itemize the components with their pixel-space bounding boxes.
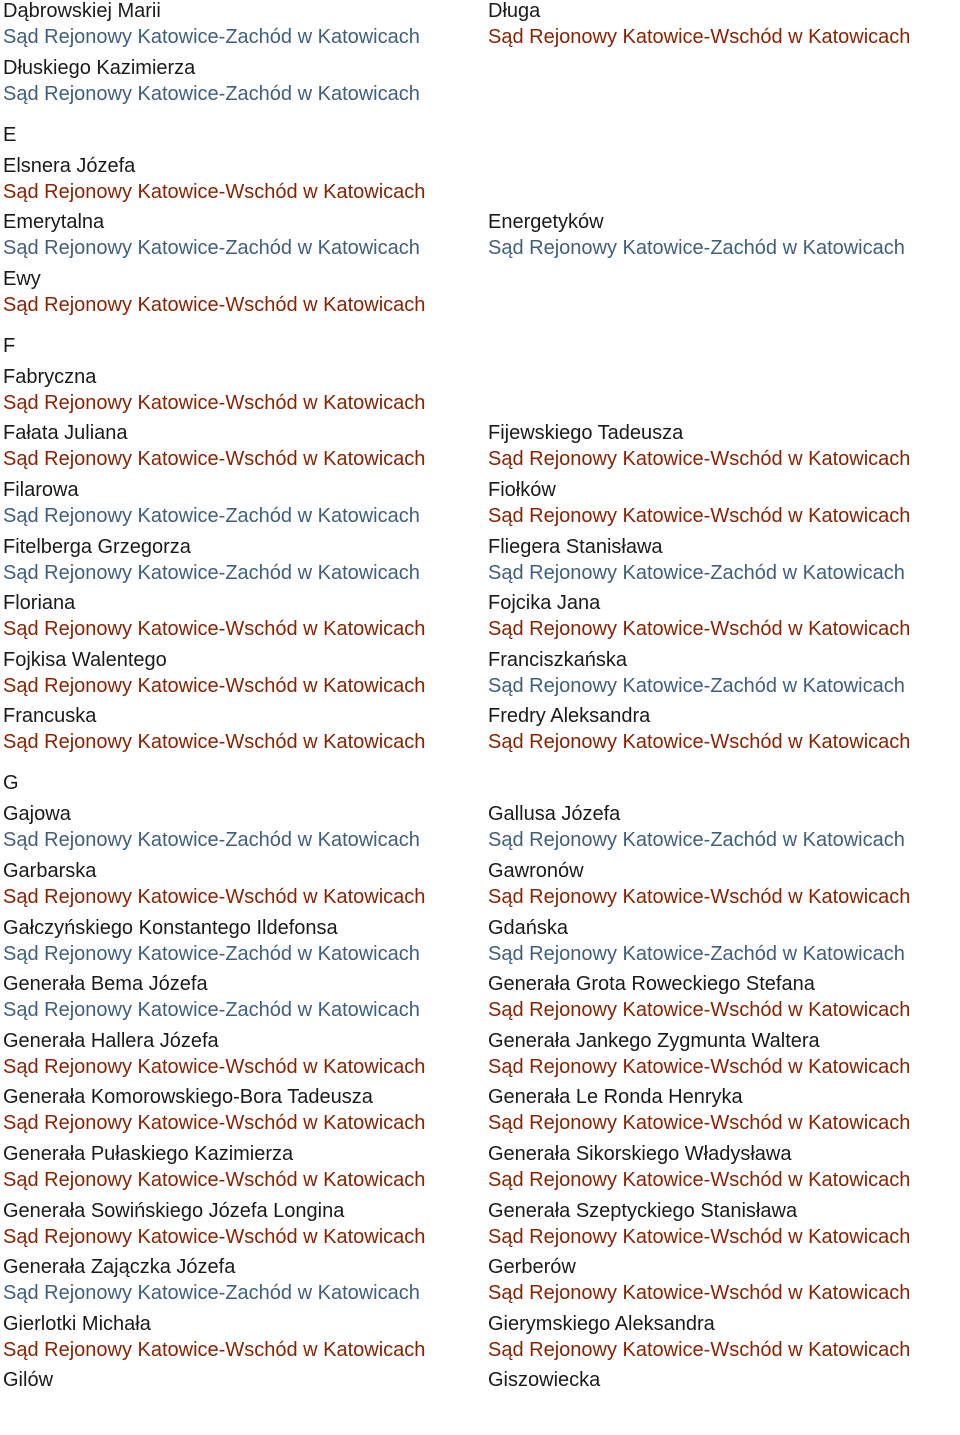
street-name: Elsnera Józefa bbox=[3, 154, 136, 177]
court-zachod: Sąd Rejonowy Katowice-Zachód w Katowicach bbox=[488, 942, 905, 965]
directory-entry bbox=[488, 0, 960, 50]
street-name: Gawronów bbox=[488, 860, 584, 882]
street-name: Generała Komorowskiego-Bora Tadeusza bbox=[3, 1086, 373, 1109]
street-name: Fitelberga Grzegorza bbox=[3, 535, 191, 558]
court-wschod: Sąd Rejonowy Katowice-Wschód w Katowicach bbox=[488, 1225, 911, 1248]
directory-entry bbox=[3, 366, 481, 416]
court-wschod: Sąd Rejonowy Katowice-Wschód w Katowicach bbox=[488, 731, 911, 754]
court-wschod: Sąd Rejonowy Katowice-Wschód w Katowicach bbox=[3, 1338, 426, 1361]
court-zachod: Sąd Rejonowy Katowice-Zachód w Katowicach bbox=[488, 561, 905, 584]
court-wschod: Sąd Rejonowy Katowice-Wschód w Katowicach bbox=[488, 1338, 911, 1361]
court-wschod: Sąd Rejonowy Katowice-Wschód w Katowicach bbox=[3, 1169, 426, 1191]
street-name: Gierlotki Michała bbox=[3, 1312, 151, 1335]
street-name: Ewy bbox=[3, 267, 41, 290]
street-name: Dłuskiego Kazimierza bbox=[3, 56, 196, 79]
directory-entry bbox=[488, 1256, 960, 1306]
directory-entry bbox=[3, 1313, 481, 1363]
court-wschod: Sąd Rejonowy Katowice-Wschód w Katowicach bbox=[3, 1225, 426, 1248]
directory-entry bbox=[3, 803, 481, 853]
directory-entry bbox=[3, 155, 481, 205]
street-name: Generała Jankego Zygmunta Waltera bbox=[488, 1029, 820, 1052]
street-name: Fałata Juliana bbox=[3, 422, 128, 445]
directory-entry bbox=[3, 1200, 481, 1250]
court-wschod: Sąd Rejonowy Katowice-Wschód w Katowicach bbox=[488, 1169, 911, 1191]
directory-entry bbox=[3, 1256, 481, 1306]
court-wschod: Sąd Rejonowy Katowice-Wschód w Katowicach bbox=[3, 618, 426, 641]
directory-entry bbox=[3, 1086, 481, 1136]
court-wschod: Sąd Rejonowy Katowice-Wschód w Katowicach bbox=[3, 731, 426, 754]
street-name: Generała Szeptyckiego Stanisława bbox=[488, 1199, 798, 1222]
street-name: Gierymskiego Aleksandra bbox=[488, 1312, 715, 1335]
street-name: Gajowa bbox=[3, 803, 71, 826]
court-wschod: Sąd Rejonowy Katowice-Wschód w Katowicach bbox=[3, 1055, 426, 1078]
section-letter-e: E bbox=[3, 123, 17, 146]
directory-entry bbox=[3, 649, 481, 699]
court-wschod: Sąd Rejonowy Katowice-Wschód w Katowicach bbox=[3, 293, 426, 316]
street-name: Generała Zajączka Józefa bbox=[3, 1256, 236, 1279]
directory-entry bbox=[3, 705, 481, 755]
court-wschod: Sąd Rejonowy Katowice-Wschód w Katowicach bbox=[488, 886, 911, 908]
directory-entry bbox=[3, 917, 481, 967]
directory-entry bbox=[3, 211, 481, 261]
directory-entry bbox=[488, 1369, 960, 1394]
street-name: Generała Bema Józefa bbox=[3, 973, 208, 996]
directory-entry bbox=[488, 1086, 960, 1136]
court-wschod: Sąd Rejonowy Katowice-Wschód w Katowicach bbox=[488, 1112, 911, 1135]
street-name: Fabryczna bbox=[3, 365, 97, 388]
directory-entry bbox=[488, 479, 960, 529]
directory-entry bbox=[3, 57, 481, 107]
court-zachod: Sąd Rejonowy Katowice-Zachód w Katowicach bbox=[3, 561, 420, 584]
court-wschod: Sąd Rejonowy Katowice-Wschód w Katowicach bbox=[3, 886, 426, 908]
directory-entry bbox=[488, 649, 960, 699]
directory-entry bbox=[488, 1030, 960, 1080]
court-wschod: Sąd Rejonowy Katowice-Wschód w Katowicach bbox=[488, 1282, 911, 1305]
court-wschod: Sąd Rejonowy Katowice-Wschód w Katowicach bbox=[3, 448, 426, 471]
court-wschod: Sąd Rejonowy Katowice-Wschód w Katowicach bbox=[3, 391, 426, 414]
court-wschod: Sąd Rejonowy Katowice-Wschód w Katowicach bbox=[3, 674, 426, 697]
court-zachod: Sąd Rejonowy Katowice-Zachód w Katowicach bbox=[3, 26, 420, 48]
street-name: Generała Pułaskiego Kazimierza bbox=[3, 1143, 294, 1165]
street-name: Generała Sowińskiego Józefa Longina bbox=[3, 1199, 345, 1222]
court-zachod: Sąd Rejonowy Katowice-Zachód w Katowicach bbox=[3, 999, 420, 1022]
directory-entry bbox=[488, 705, 960, 755]
street-name: Franciszkańska bbox=[488, 648, 627, 671]
street-name: Emerytalna bbox=[3, 211, 105, 234]
street-name: Gałczyńskiego Konstantego Ildefonsa bbox=[3, 916, 338, 939]
directory-entry bbox=[488, 211, 960, 261]
street-name: Generała Hallera Józefa bbox=[3, 1029, 219, 1052]
court-zachod: Sąd Rejonowy Katowice-Zachód w Katowicach bbox=[3, 1282, 420, 1305]
court-zachod: Sąd Rejonowy Katowice-Zachód w Katowicach bbox=[3, 942, 420, 965]
street-name: Gallusa Józefa bbox=[488, 803, 621, 826]
directory-entry bbox=[488, 536, 960, 586]
street-name: Gerberów bbox=[488, 1256, 576, 1279]
directory-entry bbox=[488, 1313, 960, 1363]
street-name: Generała Grota Roweckiego Stefana bbox=[488, 973, 815, 996]
court-wschod: Sąd Rejonowy Katowice-Wschód w Katowicach bbox=[3, 1112, 426, 1135]
directory-entry bbox=[488, 1200, 960, 1250]
street-name: Filarowa bbox=[3, 479, 79, 501]
court-wschod: Sąd Rejonowy Katowice-Wschód w Katowicach bbox=[488, 448, 911, 471]
street-name: Dąbrowskiej Marii bbox=[3, 0, 161, 22]
directory-entry bbox=[3, 536, 481, 586]
street-name: Długa bbox=[488, 0, 541, 22]
court-zachod: Sąd Rejonowy Katowice-Zachód w Katowicach bbox=[488, 237, 905, 260]
directory-entry bbox=[488, 592, 960, 642]
street-name: Gdańska bbox=[488, 916, 569, 939]
directory-entry bbox=[3, 0, 481, 50]
street-name: Generała Le Ronda Henryka bbox=[488, 1086, 743, 1109]
directory-entry bbox=[488, 1143, 960, 1193]
court-wschod: Sąd Rejonowy Katowice-Wschód w Katowicach bbox=[488, 618, 911, 641]
court-wschod: Sąd Rejonowy Katowice-Wschód w Katowicach bbox=[3, 180, 426, 203]
street-name: Gilów bbox=[3, 1369, 54, 1392]
directory-entry bbox=[3, 592, 481, 642]
street-name: Generała Sikorskiego Władysława bbox=[488, 1143, 792, 1165]
court-zachod: Sąd Rejonowy Katowice-Zachód w Katowicach bbox=[3, 237, 420, 260]
directory-entry bbox=[3, 973, 481, 1023]
street-name: Energetyków bbox=[488, 211, 604, 234]
street-name: Fojcika Jana bbox=[488, 592, 601, 615]
court-wschod: Sąd Rejonowy Katowice-Wschód w Katowicach bbox=[488, 999, 911, 1022]
street-name: Floriana bbox=[3, 592, 76, 615]
directory-entry bbox=[3, 1369, 481, 1394]
street-name: Francuska bbox=[3, 705, 97, 728]
court-zachod: Sąd Rejonowy Katowice-Zachód w Katowicach bbox=[3, 82, 420, 105]
court-zachod: Sąd Rejonowy Katowice-Zachód w Katowicach bbox=[488, 674, 905, 697]
street-name: Fijewskiego Tadeusza bbox=[488, 422, 684, 445]
street-name: Fliegera Stanisława bbox=[488, 535, 663, 558]
court-wschod: Sąd Rejonowy Katowice-Wschód w Katowicach bbox=[488, 1055, 911, 1078]
court-wschod: Sąd Rejonowy Katowice-Wschód w Katowicach bbox=[488, 26, 911, 48]
directory-entry bbox=[3, 860, 481, 910]
directory-entry bbox=[488, 803, 960, 853]
street-name: Fiołków bbox=[488, 479, 556, 501]
directory-entry bbox=[488, 917, 960, 967]
street-name: Fredry Aleksandra bbox=[488, 705, 651, 728]
court-zachod: Sąd Rejonowy Katowice-Zachód w Katowicach bbox=[3, 829, 420, 852]
directory-entry bbox=[3, 268, 481, 318]
directory-entry bbox=[488, 973, 960, 1023]
directory-entry bbox=[488, 860, 960, 910]
court-zachod: Sąd Rejonowy Katowice-Zachód w Katowicach bbox=[3, 505, 420, 527]
directory-entry bbox=[3, 1143, 481, 1193]
street-name: Fojkisa Walentego bbox=[3, 648, 167, 671]
section-letter-f: F bbox=[3, 334, 16, 357]
street-name: Giszowiecka bbox=[488, 1369, 601, 1392]
street-name: Garbarska bbox=[3, 860, 97, 882]
section-letter-g: G bbox=[3, 772, 19, 795]
directory-entry bbox=[3, 479, 481, 529]
court-wschod: Sąd Rejonowy Katowice-Wschód w Katowicach bbox=[488, 505, 911, 527]
directory-entry bbox=[3, 1030, 481, 1080]
directory-entry bbox=[3, 422, 481, 472]
directory-entry bbox=[488, 422, 960, 472]
court-zachod: Sąd Rejonowy Katowice-Zachód w Katowicach bbox=[488, 829, 905, 852]
